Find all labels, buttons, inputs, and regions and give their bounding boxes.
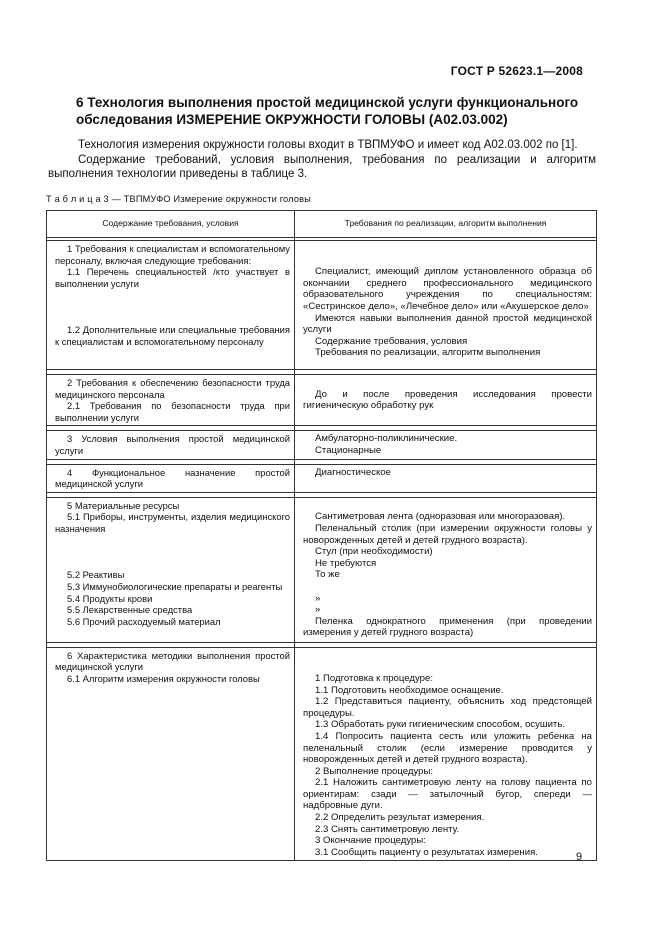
column-header-right: Требования по реализации, алгоритм выполнения [295,211,597,238]
table-row-4 [47,464,597,492]
row-3-right-line-1: Амбулаторно-поликлинические. [315,433,458,445]
table-row-6 [47,647,597,861]
section-title-line-1: 6 Технология выполнения простой медицинской услуги функционального [76,95,579,110]
row-4-left-line-1: 4 Функциональное назначение простой медицинской услуги [55,466,290,490]
table-row-5 [47,497,597,642]
row-1-right [295,241,597,370]
row-6-right-line-7: 2.1 Наложить сантиметровую ленту на голову пациента по ориентирам: сзади — затылочный бугор, спереди — надбровные дуги. [303,777,592,812]
row-5-left-line-2: 5.1 Приборы, инструменты, изделия медицинского назначения [55,511,290,534]
row-1-left-line-3: 1.2 Дополнительные или специальные требования к специалистам и вспомогательному персоналу [55,324,290,347]
row-6-right-line-4: 1.3 Обработать руки гигиеническим способом, осушить. [315,719,565,731]
row-6-right-line-1: 1 Подготовка к процедуре: [315,672,434,684]
row-1-right-line-3: Содержание требования, условия [315,335,468,347]
table-caption: Т а б л и ц а 3 — ТВПМУФО Измерение окружности головы [46,194,312,204]
row-6-right-line-6: 2 Выполнение процедуры: [315,765,434,777]
row-4-right [295,464,597,492]
row-6-right-line-10: 3 Окончание процедуры: [315,835,426,847]
row-5-left-line-7: 5.6 Прочий расходуемый материал [67,615,221,627]
row-5-right-line-2: Пеленальный столик (при измерении окружности головы у новорожденных детей и детей грудного возраста). [303,522,592,546]
intro-paragraph-1: Технология измерения окружности головы входит в ТВПМУФО и имеет код А02.03.002 по [1]. [78,139,578,151]
row-6-right-line-11: 3.1 Сообщить пациенту о результатах измерения. [315,846,538,858]
row-6-right-line-3: 1.2 Представиться пациенту, объяснить ход предстоящей процедуры. [303,696,592,719]
row-4-left [47,464,295,492]
row-6-right [295,647,597,861]
section-title [76,94,596,128]
row-5-right-line-1: Сантиметровая лента (одноразовая или многоразовая). [315,511,566,523]
row-1-right-line-4: Требования по реализации, алгоритм выполнения [315,347,541,359]
row-3-right-line-2: Стационарные [315,444,382,456]
row-6-right-line-8: 2.2 Определить результат измерения. [315,812,485,824]
row-1-right-line-2: Имеются навыки выполнения данной простой медицинской услуги [303,312,592,336]
row-3-left-line-1: 3 Условия выполнения простой медицинской услуги [55,433,290,456]
row-6-left-line-2: 6.1 Алгоритм измерения окружности головы [67,672,260,684]
table-row-1 [47,241,597,370]
requirements-table [46,210,597,861]
row-1-right-line-1: Специалист, имеющий диплом установленного образца об окончании среднего профессионального медицинского образовательного учреждения по специальностям: «Сестринское дело», «Лечебное дело» или «Акушерское дело» [303,266,592,312]
standard-code: ГОСТ Р 52623.1—2008 [450,64,583,78]
row-5-right-line-7: » [315,604,321,616]
row-2-left-line-1: 2 Требования к обеспечению безопасности труда медицинского персонала [55,377,290,400]
row-5-right-line-4: Не требуются [315,557,377,569]
row-6-left-line-1: 6 Характеристика методики выполнения простой медицинской услуги [55,649,290,673]
table-row-2 [47,375,597,426]
row-5-left-line-5: 5.4 Продукты крови [67,592,153,604]
row-5-right [295,497,597,642]
row-2-left-line-2: 2.1 Требования по безопасности труда при выполнении услуги [55,400,290,423]
row-1-left [47,241,295,370]
section-title-line-2: обследования ИЗМЕРЕНИЕ ОКРУЖНОСТИ ГОЛОВЫ (А02.03.002) [76,112,508,127]
row-5-right-line-8: Пеленка однократного применения (при проведении измерения у детей грудного возраста) [303,615,592,639]
intro-paragraph-2: Содержание требований, условия выполнения, требования по реализации и алгоритм выполнения технологии приведены в таблице 3. [48,153,596,181]
column-header-left: Содержание требования, условия [47,211,295,238]
row-5-right-line-5: То же [315,569,340,581]
row-1-left-line-2: 1.1 Перечень специальностей /кто участвует в выполнении услуги [55,266,290,289]
row-5-right-line-6: » [315,592,321,604]
row-3-left [47,431,295,459]
intro-text [48,138,596,182]
row-5-left-line-3: 5.2 Реактивы [67,569,125,581]
row-1-left-line-1: 1 Требования к специалистам и вспомогательному персоналу, включая следующие требования: [55,243,290,266]
row-3-right [295,431,597,459]
row-5-left [47,497,295,642]
row-5-left-line-1: 5 Материальные ресурсы [67,499,180,511]
row-6-left [47,647,295,861]
row-2-left [47,375,295,426]
row-5-right-line-3: Стул (при необходимости) [315,546,433,558]
table-header-row [47,211,597,238]
page-number: 9 [576,851,583,863]
row-2-right-line-1: До и после проведения исследования провести гигиеническую обработку рук [303,388,592,412]
row-2-right [295,375,597,426]
row-5-left-line-4: 5.3 Иммунобиологические препараты и реагенты [67,580,283,592]
row-4-right-line-1: Диагностическое [315,466,391,478]
row-5-left-line-6: 5.5 Лекарственные средства [67,604,193,616]
table-row-3 [47,431,597,459]
row-6-right-line-5: 1.4 Попросить пациента сесть или уложить ребенка на пеленальный столик (если измерение проводится у новорожденных детей и детей грудного возраста). [303,730,592,766]
row-6-right-line-2: 1.1 Подготовить необходимое оснащение. [315,684,504,696]
row-6-right-line-9: 2.3 Снять сантиметровую ленту. [315,823,460,835]
